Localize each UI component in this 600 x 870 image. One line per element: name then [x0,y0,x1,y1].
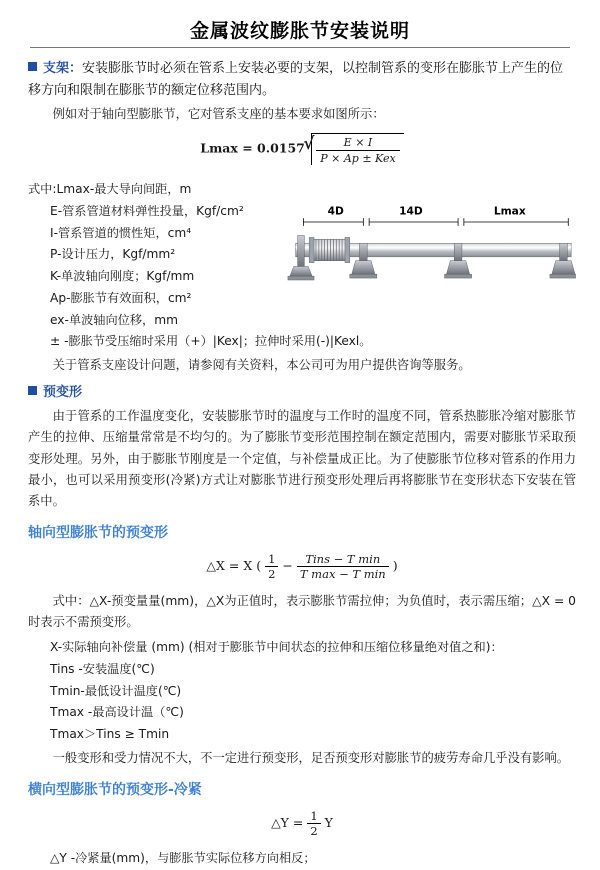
section-predeform-para1: 由于管系的工作温度变化，安装膨胀节时的温度与工作时的温度不同，管系热膨胀冷缩对膨胀节产生的拉伸、压缩量常常是不均匀的。为了膨胀节变形范围控制在额定范围内，需要对膨胀节采取预变形处理。另外，由于膨胀节刚度是一个定值，与补偿量成正比。为了使膨胀节位移对管系的作用力最小，也可以采用预变形(冷紧)方式让对膨胀节进行预变形处理后再将膨胀节在变形状态下安装在管系中。 [28,409,576,508]
page-title: 金属波纹膨胀节安装说明 [189,20,410,42]
dimension-label-lmax: Lmax [493,204,526,218]
formula-delta-y [28,809,576,838]
formula-temp-denominator: T max − T min [299,567,386,582]
formula-delta-y-denominator: 2 [310,824,318,839]
formula-delta-y-numerator: 1 [307,809,320,824]
section-support-heading: 支架： [43,61,83,76]
formula-delta-y-rhs: Y [324,815,333,831]
formula-half-numerator: 1 [265,552,278,567]
list-item: Tmax＞Tins ≥ Tmin [50,727,170,742]
list-item: E-管系管道材料弹性投量，Kgf/cm² [50,204,244,219]
axial-predeform-note2: 一般变形和受力情况不大，不一定进行预变形，足否预变形对膨胀节的疲劳寿命几乎没有影响。 [52,750,570,765]
axial-predeform-heading: 轴向型膨胀节的预变形 [28,525,168,542]
dimension-label-14d: 14D [399,204,423,218]
bullet-square-icon [28,62,37,71]
list-item: 式中:Lmax-最大导向间距，m [28,182,192,197]
document-body [0,58,600,870]
piping-diagram-svg [286,193,576,309]
list-item: Ap-膨胀节有效面积，cm² [50,290,192,305]
formula-delta-x [28,552,576,581]
dimension-label-4d: 4D [327,204,344,218]
list-item: ± -膨胀节受压缩时采用（+）|Kex|；拉伸时采用(-)|Kexl。 [50,334,372,349]
section-support-para2: 例如对于轴向型膨胀节，它对管系支座的基本要求如图所示： [52,107,385,122]
formula-delta-y-lhs: △Y = [271,815,304,831]
lateral-predeform-heading: 横向型膨胀节的预变形-冷紧 [28,782,202,799]
formula-lmax-sqrt [311,133,403,165]
formula-temp-numerator: Tins − T min [297,552,389,567]
section-support-para1: 安装膨胀节时必须在管系上安装必要的支架，以控制管系的变形在膨胀节上产生的位移方向和限制在膨胀节的额定位移范围内。 [28,61,564,99]
document-page [0,16,600,866]
formula-lmax [28,133,576,165]
list-item: K-单波轴向刚度；Kgf/mm [50,269,195,284]
formula-delta-x-minus: − [282,558,293,574]
formula-delta-x-half [265,552,278,581]
formula-lmax-denominator: P × Ap ± Kex [320,152,396,166]
list-item: ex-单波轴向位移，mm [50,312,178,327]
formula-delta-x-temp-fraction [297,552,389,581]
formula-delta-x-lhs: △X = X ( [206,558,262,574]
title-divider [30,47,570,48]
section-support-heading-line [28,58,576,102]
formula-half-denominator: 2 [268,567,276,582]
formula-delta-x-rhs: ) [392,558,398,574]
definitions-and-drawing [28,175,576,355]
list-item: I-管系管道的惯性矩，cm⁴ [50,225,192,240]
list-item: Tmin-最低设计温度(℃) [50,683,182,698]
section-predeform-heading: 预变形 [43,385,83,401]
bullet-square-icon [28,386,37,395]
list-item: P-设计压力，Kgf/mm² [50,247,176,262]
section-predeform-heading-line [28,382,576,404]
list-item: Tins -安装温度(℃) [50,662,155,677]
piping-diagram [286,175,576,313]
formula-lmax-numerator: √ E × I [316,136,399,151]
formula-lmax-lhs: Lmax = 0.0157 [200,140,305,156]
formula-delta-y-half [307,809,320,838]
list-item: Tmax -最高设计温（℃) [50,705,184,720]
lateral-predeform-note: △Y -冷紧量(mm)，与膨胀节实际位移方向相反； [50,851,316,866]
support-note: 关于管系支座设计问题，请参阅有关资料，本公司可为用户提供咨询等服务。 [52,358,471,373]
lateral-predeform-note-wrap [28,848,576,870]
axial-predeform-note1: 式中：△X-预变量量(mm)，△X为正值时，表示膨胀节需拉伸；为负值时，表示需压缩；△X = 0时表示不需预变形。 [28,594,576,630]
list-item: X-实际轴向补偿量 (mm) (相对于膨胀节中间状态的拉伸和压缩位移量绝对值之和)： [50,640,503,655]
axial-predeform-items [28,637,576,746]
